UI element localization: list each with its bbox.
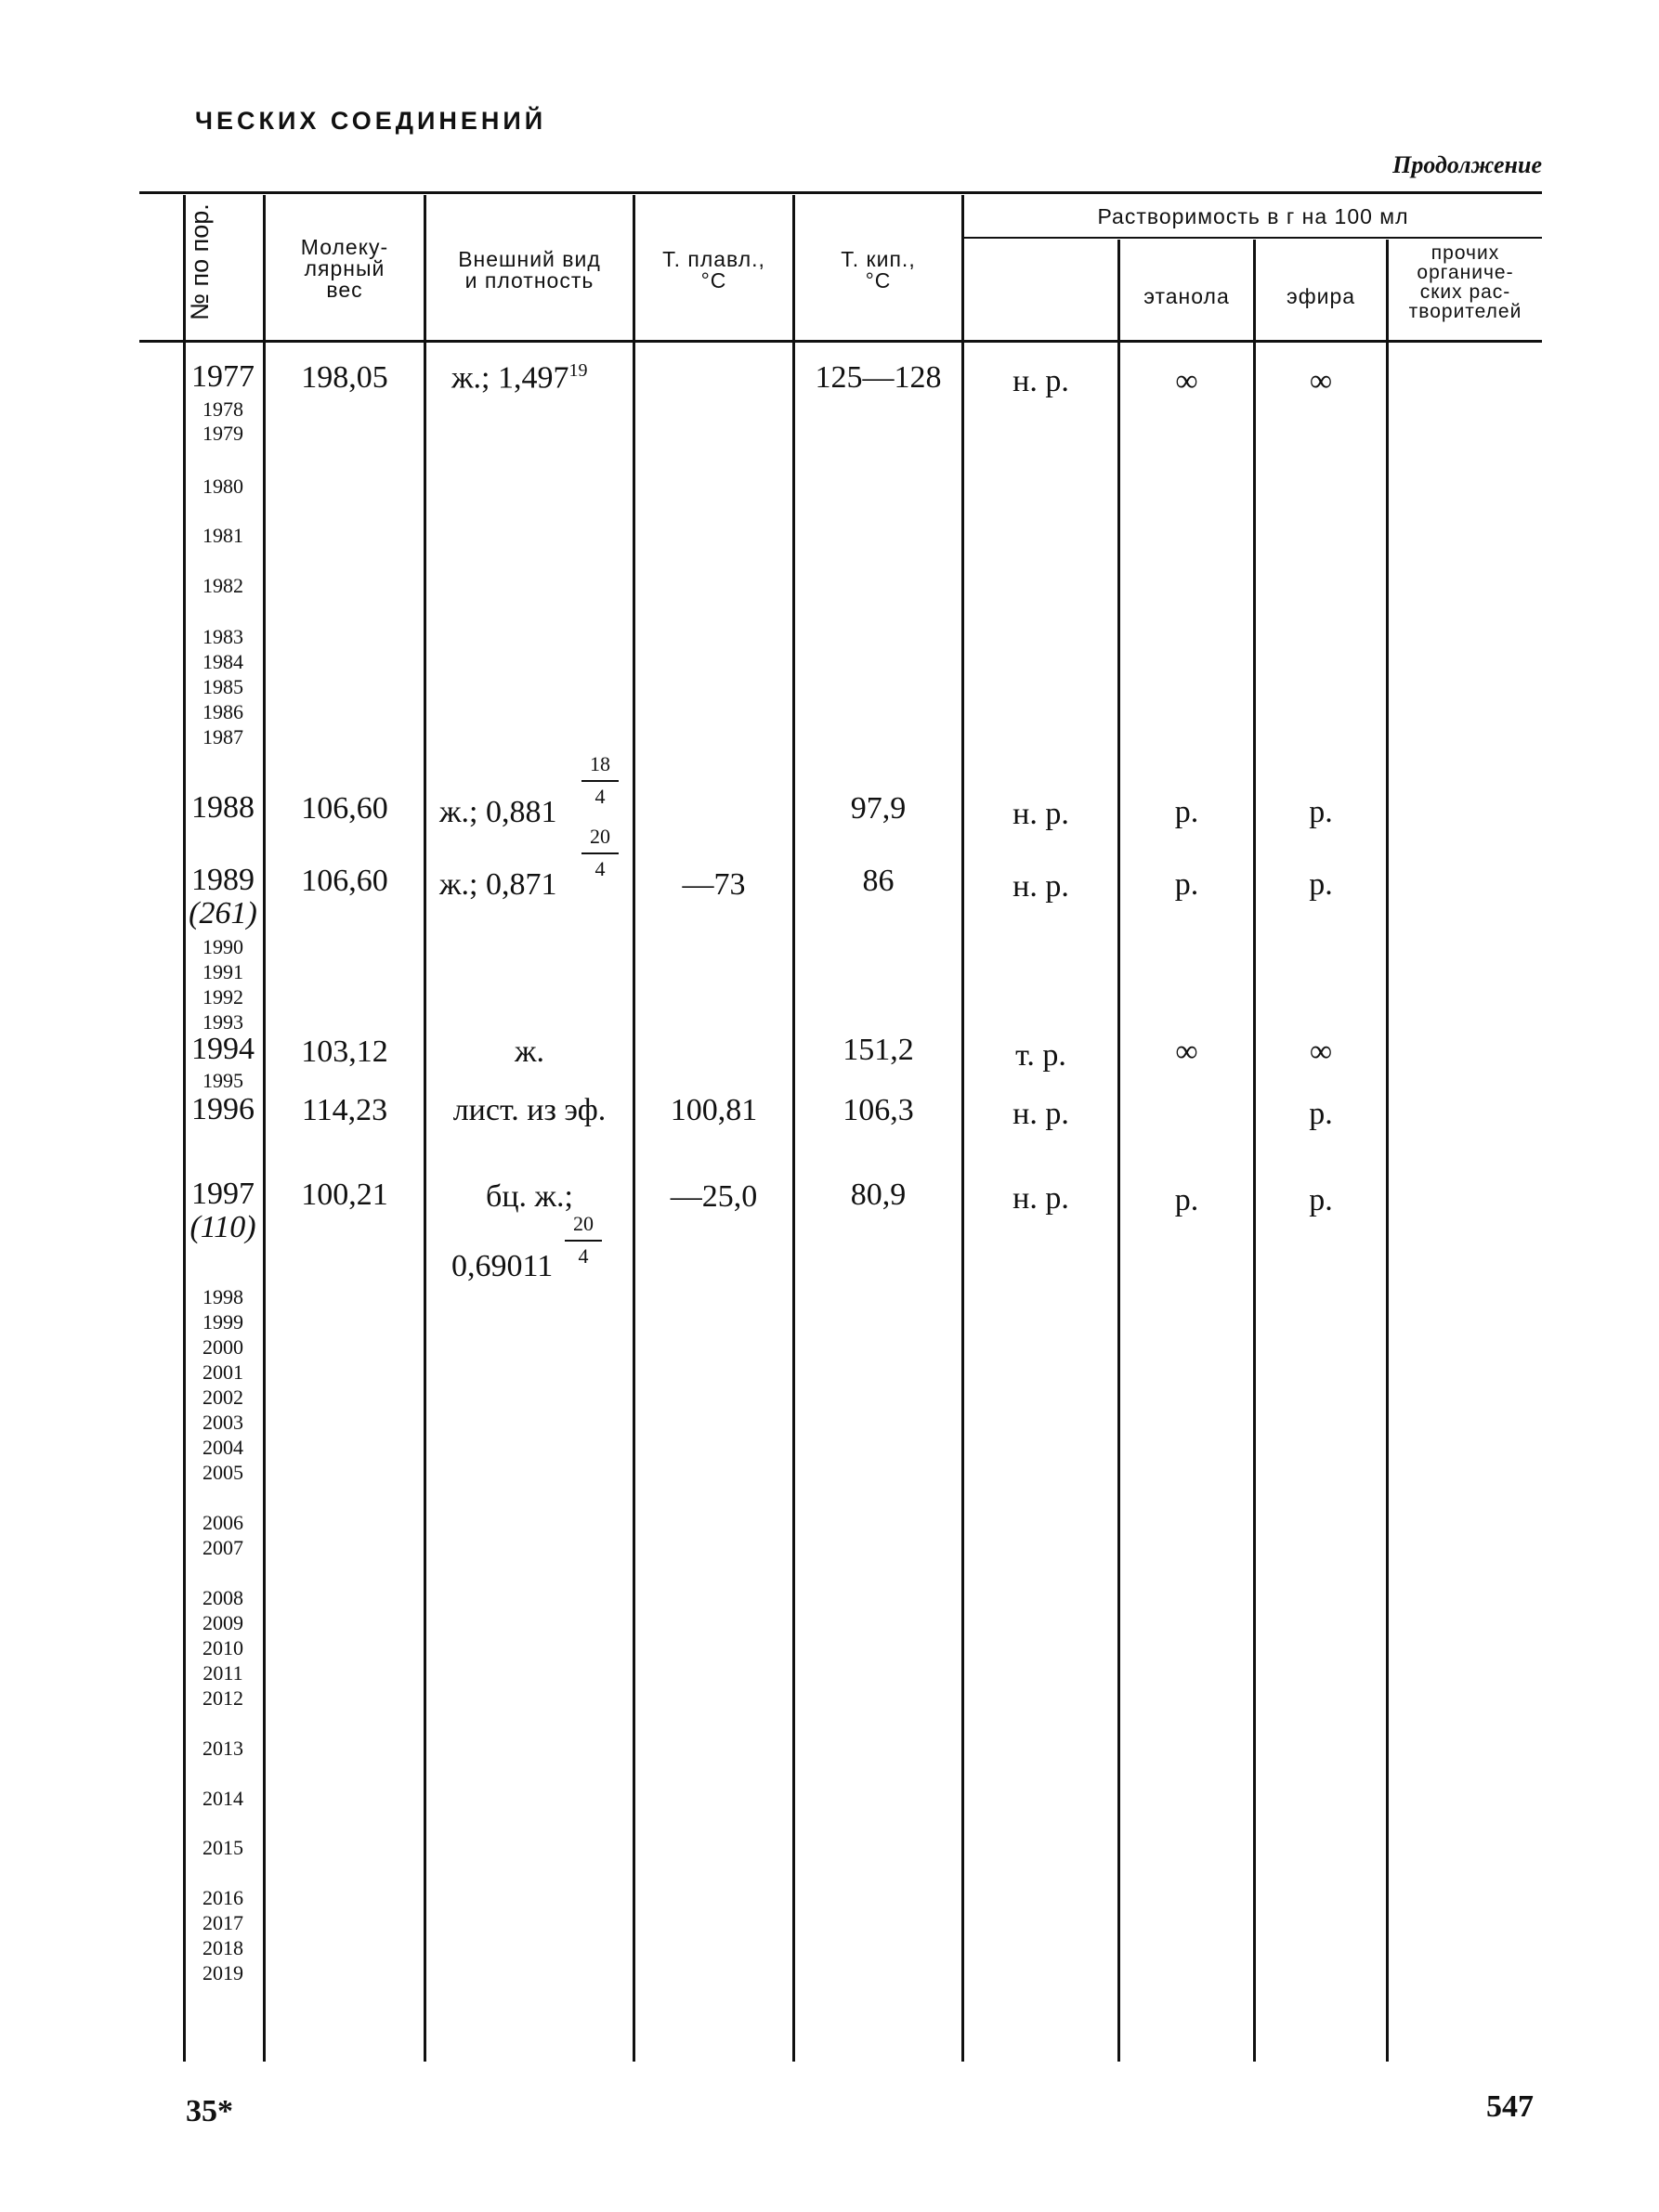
row-no-small: 1998 — [202, 1285, 243, 1308]
table-top-rule — [139, 191, 1542, 194]
ether-1977: ∞ — [1309, 364, 1333, 398]
row-no-small: 1984 — [202, 650, 243, 673]
bp-1977: 125—128 — [815, 360, 942, 395]
row-no-small: 2016 — [202, 1886, 243, 1909]
app-1996: лист. из эф. — [452, 1093, 607, 1127]
row-no-small: 2008 — [202, 1586, 243, 1609]
header-ether: эфира — [1286, 284, 1356, 308]
frac-top-1988: 18 — [590, 752, 610, 775]
bp-1994: 151,2 — [843, 1033, 914, 1067]
ether-1988: р. — [1309, 795, 1333, 829]
row-no-small: 1983 — [202, 625, 243, 648]
eth-1997: р. — [1174, 1183, 1199, 1217]
app2-1997: 0,69011 — [451, 1249, 554, 1283]
frac-line-1997 — [565, 1240, 602, 1242]
bp-1997: 80,9 — [850, 1178, 907, 1212]
col-line-7 — [1253, 240, 1256, 2062]
mp-1997: —25,0 — [670, 1179, 758, 1214]
row-no-small: 2004 — [202, 1436, 243, 1459]
col-line-1 — [263, 195, 266, 2062]
row-no-small: 2011 — [202, 1661, 243, 1685]
row-no-small: 1980 — [202, 475, 243, 498]
continuation-label: Продолжение — [1392, 151, 1542, 178]
app-1988: ж.; 0,881 — [439, 795, 557, 829]
page-number: 547 — [1486, 2089, 1534, 2124]
frac-bot-1997: 4 — [578, 1244, 589, 1268]
mw-1977: 198,05 — [301, 360, 388, 395]
water-1988: н. р. — [1012, 797, 1069, 831]
mp-1996: 100,81 — [670, 1093, 758, 1127]
frac-top-1989: 20 — [590, 825, 610, 848]
header-bottom-rule — [139, 340, 1542, 343]
row-no-small: 1995 — [202, 1069, 243, 1092]
ether-1989: р. — [1309, 867, 1333, 902]
app-1994: ж. — [515, 1034, 544, 1069]
row-no-small: 1987 — [202, 725, 243, 748]
water-1997: н. р. — [1012, 1181, 1069, 1216]
running-title: ЧЕСКИХ СОЕДИНЕНИЙ — [195, 107, 547, 135]
eth-1977: ∞ — [1175, 364, 1198, 398]
row-no-small: 1982 — [202, 574, 243, 597]
frac-bot-1988: 4 — [594, 785, 606, 808]
water-1977: н. р. — [1012, 364, 1069, 398]
mp-1989: —73 — [682, 867, 746, 902]
col-line-2 — [424, 195, 426, 2062]
mw-1997: 100,21 — [301, 1178, 388, 1212]
water-1996: н. р. — [1012, 1097, 1069, 1131]
row-no-small: 2019 — [202, 1961, 243, 1984]
row-no-small: 1979 — [202, 422, 243, 445]
header-other: прочих органиче- ских рас- творителей — [1408, 242, 1522, 322]
row-no-small: 1993 — [202, 1010, 243, 1034]
bp-1988: 97,9 — [850, 791, 907, 826]
app-1977: ж.; 1,497$^{19}$ — [451, 360, 588, 396]
row-no-small: 2017 — [202, 1911, 243, 1934]
row-no-small: 2002 — [202, 1386, 243, 1409]
frac-bot-1989: 4 — [594, 857, 606, 880]
row-no-small: 2018 — [202, 1936, 243, 1959]
footer-signature: 35* — [186, 2094, 233, 2128]
row-no-small: 2001 — [202, 1360, 243, 1384]
row-no-small: 2007 — [202, 1536, 243, 1559]
row-no-small: 2014 — [202, 1787, 243, 1810]
app-1997: бц. ж.; — [486, 1179, 573, 1214]
header-no: № по пор. — [186, 203, 214, 320]
row-no-small: 1990 — [202, 935, 243, 958]
row-no-small: 1978 — [202, 397, 243, 421]
row-no-small: 2003 — [202, 1411, 243, 1434]
row-no-1996: 1996 — [191, 1092, 255, 1126]
row-no-small: 1981 — [202, 524, 243, 547]
row-no-1989: 1989 — [191, 863, 255, 897]
eth-1994: ∞ — [1175, 1034, 1198, 1069]
app-1989: ж.; 0,871 — [439, 867, 557, 902]
col-line-3 — [633, 195, 635, 2062]
frac-top-1997: 20 — [573, 1212, 594, 1235]
row-no-small: 1991 — [202, 960, 243, 983]
mw-1996: 114,23 — [301, 1093, 388, 1127]
row-no-1997: 1997 — [191, 1177, 255, 1211]
row-no-small: 2000 — [202, 1335, 243, 1359]
row-no-1994: 1994 — [191, 1032, 255, 1066]
mw-1994: 103,12 — [301, 1034, 388, 1069]
row-no-small: 1985 — [202, 675, 243, 698]
solubility-rule — [963, 237, 1542, 239]
col-line-6 — [1117, 240, 1120, 2062]
header-boiling: Т. кип., °C — [841, 247, 916, 293]
ether-1997: р. — [1309, 1183, 1333, 1217]
frac-line-1988 — [581, 780, 619, 782]
row-no-1977: 1977 — [191, 359, 255, 394]
frac-line-1989 — [581, 852, 619, 854]
water-1994: т. р. — [1015, 1038, 1066, 1073]
header-solubility: Растворимость в г на 100 мл — [1097, 204, 1409, 228]
row-no-small: 2012 — [202, 1686, 243, 1710]
row-no-small: 2010 — [202, 1636, 243, 1659]
col-line-8 — [1386, 240, 1389, 2062]
row-no-small: 2006 — [202, 1511, 243, 1534]
row-no-alt-110: (110) — [189, 1210, 256, 1244]
header-ethanol: этанола — [1143, 284, 1230, 308]
ether-1994: ∞ — [1309, 1034, 1333, 1069]
header-mol-weight: Молеку- лярный вес — [300, 235, 389, 302]
eth-1988: р. — [1174, 795, 1199, 829]
row-no-small: 1992 — [202, 985, 243, 1008]
row-no-small: 2015 — [202, 1836, 243, 1859]
row-no-small: 2005 — [202, 1461, 243, 1484]
mw-1988: 106,60 — [301, 791, 388, 826]
row-no-small: 1999 — [202, 1310, 243, 1334]
row-no-small: 2009 — [202, 1611, 243, 1634]
row-no-small: 2013 — [202, 1737, 243, 1760]
row-no-small: 1986 — [202, 700, 243, 723]
mw-1989: 106,60 — [301, 864, 388, 898]
ether-1996: р. — [1309, 1097, 1333, 1131]
bp-1989: 86 — [862, 864, 895, 898]
eth-1989: р. — [1174, 867, 1199, 902]
header-appearance: Внешний вид и плотность — [458, 247, 601, 293]
water-1989: н. р. — [1012, 869, 1069, 904]
col-line-4 — [792, 195, 795, 2062]
bp-1996: 106,3 — [843, 1093, 914, 1127]
header-melting: Т. плавл., °C — [662, 247, 765, 293]
row-no-alt-261: (261) — [189, 896, 257, 930]
row-no-1988: 1988 — [191, 790, 255, 825]
